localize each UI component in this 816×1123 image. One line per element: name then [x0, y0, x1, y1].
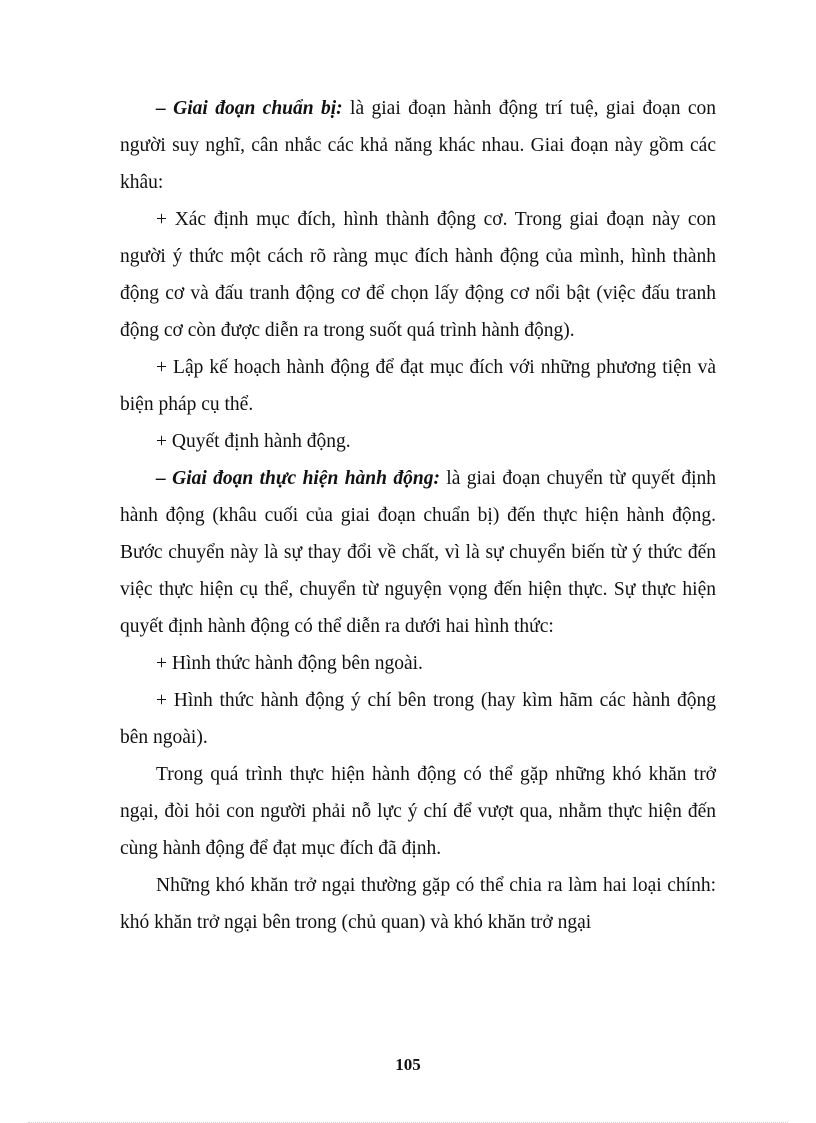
paragraph-text: + Xác định mục đích, hình thành động cơ. Trong giai đoạn này con người ý thức một cách rõ ràng mục đích hành động của mình, hình thành động cơ và đấu tranh động cơ để chọn lấy động cơ nổi bật (việc đấu tranh động cơ còn được diễn ra trong suốt quá trình hành động).: [120, 209, 716, 341]
paragraph-label: – Giai đoạn thực hiện hành động:: [156, 468, 440, 489]
paragraph-text: Những khó khăn trở ngại thường gặp có thể chia ra làm hai loại chính: khó khăn trở ngại bên trong (chủ quan) và khó khăn trở ngại: [120, 875, 716, 933]
paragraph-goal-motive: [120, 201, 716, 349]
page-number: 105: [395, 1055, 421, 1074]
paragraph-text: + Quyết định hành động.: [156, 431, 351, 452]
paragraph-plan: [120, 349, 716, 423]
paragraph-execution-stage: [120, 460, 716, 645]
paragraph-text: Trong quá trình thực hiện hành động có thể gặp những khó khăn trở ngại, đòi hỏi con người phải nỗ lực ý chí để vượt qua, nhằm thực hiện đến cùng hành động để đạt mục đích đã định.: [120, 764, 716, 859]
paragraph-preparation-stage: [120, 90, 716, 201]
paragraph-text: + Hình thức hành động bên ngoài.: [156, 653, 423, 674]
paragraph-difficulty-types: [120, 867, 716, 941]
paragraph-label: – Giai đoạn chuẩn bị:: [156, 98, 343, 119]
paragraph-external-action: [120, 645, 716, 682]
paragraph-text: + Hình thức hành động ý chí bên trong (hay kìm hãm các hành động bên ngoài).: [120, 690, 716, 748]
paragraph-text: là giai đoạn hành động trí tuệ, giai đoạn con người suy nghĩ, cân nhắc các khả năng khác nhau. Giai đoạn này gồm các khâu:: [120, 98, 716, 193]
body-text: [120, 90, 716, 941]
paragraph-decision: [120, 423, 716, 460]
paragraph-difficulties: [120, 756, 716, 867]
paragraph-text: + Lập kế hoạch hành động để đạt mục đích với những phương tiện và biện pháp cụ thể.: [120, 357, 716, 415]
paragraph-internal-action: [120, 682, 716, 756]
paragraph-text: là giai đoạn chuyển từ quyết định hành động (khâu cuối của giai đoạn chuẩn bị) đến thực hiện hành động. Bước chuyển này là sự thay đổi về chất, vì là sự chuyển biến từ ý thức đến việc thực hiện cụ thể, chuyển từ nguyện vọng đến hiện thực. Sự thực hiện quyết định hành động có thể diễn ra dưới hai hình thức:: [120, 468, 716, 637]
